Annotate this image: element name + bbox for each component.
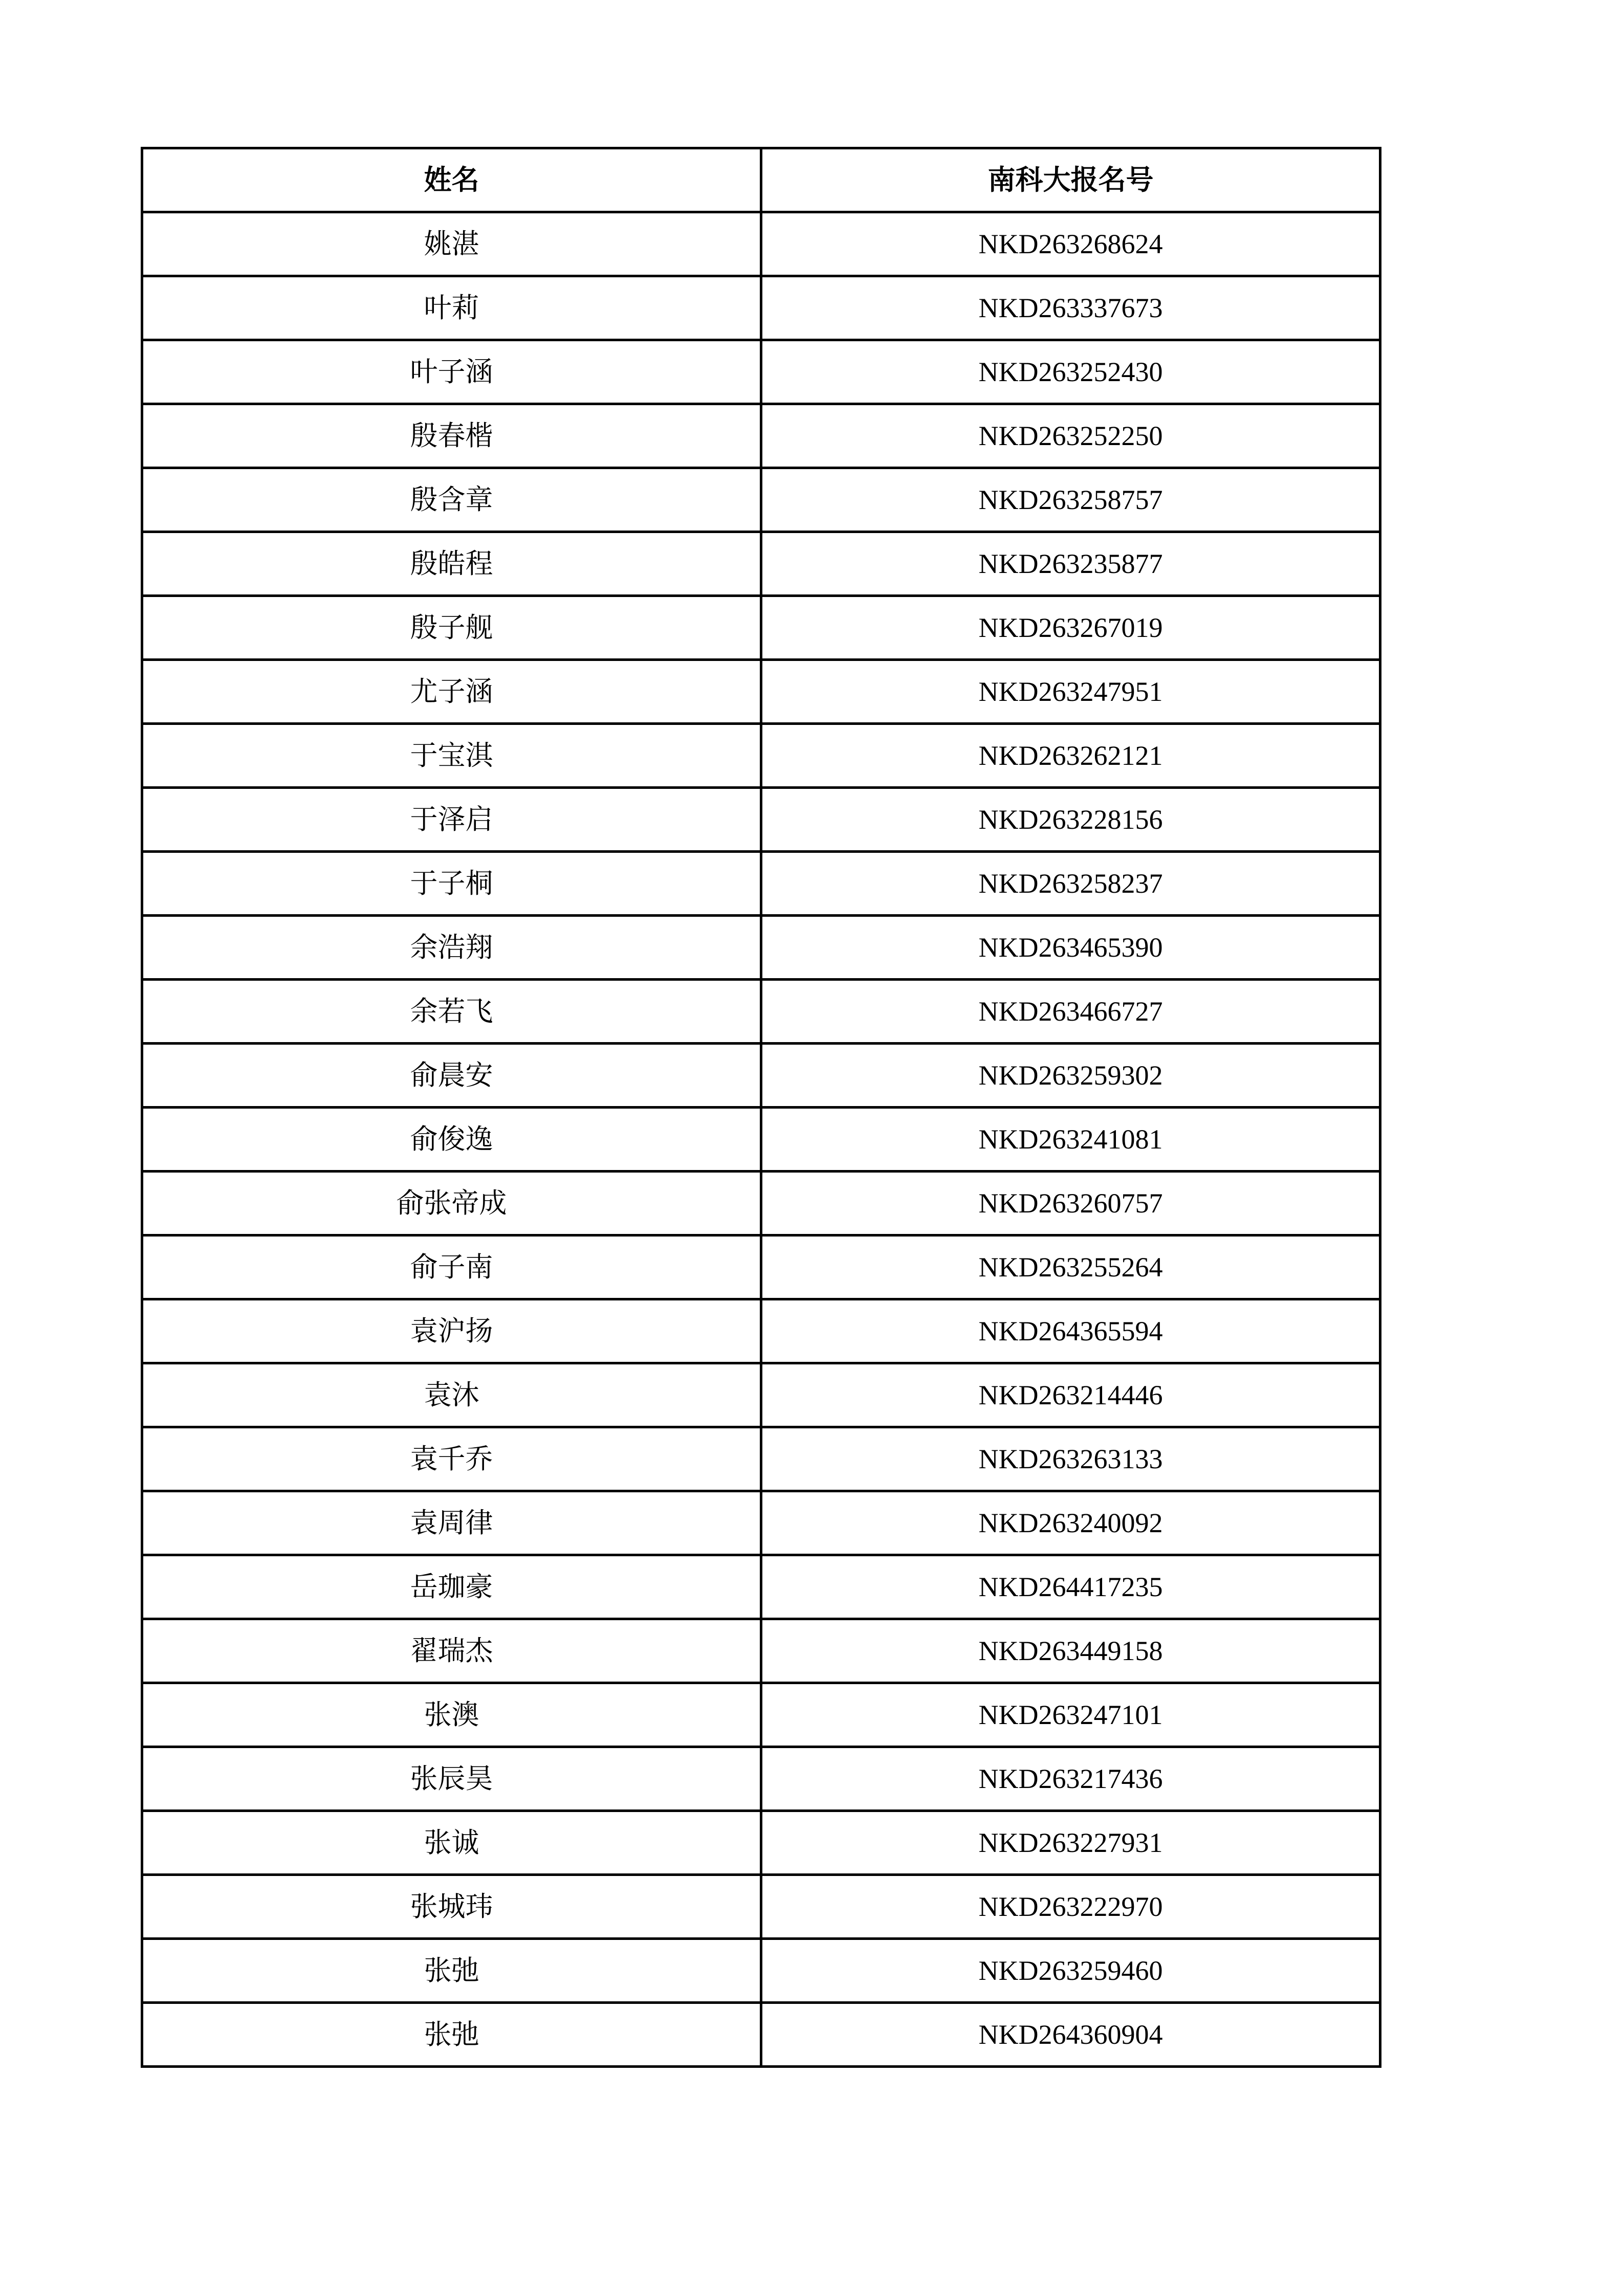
table-row (142, 1939, 1380, 2003)
table-row (142, 1875, 1380, 1939)
registration-number-cell: NKD263255264 (761, 1235, 1380, 1299)
student-name-cell: 张诚 (142, 1811, 761, 1875)
student-name-cell: 张弛 (142, 2003, 761, 2067)
table-row (142, 1172, 1380, 1235)
student-name-cell: 于泽启 (142, 788, 761, 852)
registration-number-cell: NKD263337673 (761, 276, 1380, 340)
student-name-cell: 余浩翔 (142, 916, 761, 980)
student-name-cell: 张弛 (142, 1939, 761, 2003)
name-column-header: 姓名 (142, 148, 761, 212)
student-name-cell: 俞俊逸 (142, 1108, 761, 1172)
table-row (142, 788, 1380, 852)
table-row (142, 2003, 1380, 2067)
table-row (142, 916, 1380, 980)
table-row (142, 724, 1380, 788)
student-name-cell: 张辰昊 (142, 1747, 761, 1811)
table-row (142, 276, 1380, 340)
student-name-cell: 殷春楷 (142, 404, 761, 468)
student-name-cell: 张澳 (142, 1683, 761, 1747)
student-name-cell: 姚湛 (142, 212, 761, 276)
student-name-cell: 翟瑞杰 (142, 1619, 761, 1683)
table-row (142, 1044, 1380, 1108)
registration-number-cell: NKD263252250 (761, 404, 1380, 468)
table-row (142, 340, 1380, 404)
table-row (142, 532, 1380, 596)
registration-number-cell: NKD263252430 (761, 340, 1380, 404)
registration-number-cell: NKD263449158 (761, 1619, 1380, 1683)
table-header (142, 148, 1380, 212)
registration-number-cell: NKD263259460 (761, 1939, 1380, 2003)
student-name-cell: 袁沐 (142, 1363, 761, 1427)
table-row (142, 1811, 1380, 1875)
registration-number-cell: NKD263262121 (761, 724, 1380, 788)
registration-number-cell: NKD263240092 (761, 1491, 1380, 1555)
registration-number-cell: NKD263247951 (761, 660, 1380, 724)
registration-number-cell: NKD263259302 (761, 1044, 1380, 1108)
registration-number-cell: NKD263267019 (761, 596, 1380, 660)
student-name-cell: 岳珈豪 (142, 1555, 761, 1619)
student-name-cell: 俞晨安 (142, 1044, 761, 1108)
student-name-cell: 叶莉 (142, 276, 761, 340)
registration-number-cell: NKD263258237 (761, 852, 1380, 916)
student-name-cell: 殷子舰 (142, 596, 761, 660)
table-row (142, 1235, 1380, 1299)
table-row (142, 596, 1380, 660)
student-name-cell: 于宝淇 (142, 724, 761, 788)
registration-number-cell: NKD263247101 (761, 1683, 1380, 1747)
student-name-cell: 俞子南 (142, 1235, 761, 1299)
registration-number-cell: NKD263260757 (761, 1172, 1380, 1235)
student-name-cell: 叶子涵 (142, 340, 761, 404)
registration-number-cell: NKD263228156 (761, 788, 1380, 852)
table-row (142, 980, 1380, 1044)
registration-number-column-header: 南科大报名号 (761, 148, 1380, 212)
table-body (142, 212, 1380, 2067)
student-name-cell: 袁周律 (142, 1491, 761, 1555)
table-row (142, 1619, 1380, 1683)
header-row (142, 148, 1380, 212)
registration-number-cell: NKD263227931 (761, 1811, 1380, 1875)
student-name-cell: 余若飞 (142, 980, 761, 1044)
table-row (142, 852, 1380, 916)
student-name-cell: 张城玮 (142, 1875, 761, 1939)
table-row (142, 468, 1380, 532)
table-row (142, 212, 1380, 276)
admission-roster-table (141, 147, 1381, 2068)
table-row (142, 1747, 1380, 1811)
student-name-cell: 俞张帝成 (142, 1172, 761, 1235)
table-row (142, 1683, 1380, 1747)
registration-number-cell: NKD264365594 (761, 1299, 1380, 1363)
table-row (142, 1427, 1380, 1491)
student-name-cell: 袁千乔 (142, 1427, 761, 1491)
registration-number-cell: NKD263222970 (761, 1875, 1380, 1939)
registration-number-cell: NKD263258757 (761, 468, 1380, 532)
student-name-cell: 于子桐 (142, 852, 761, 916)
registration-number-cell: NKD264360904 (761, 2003, 1380, 2067)
registration-number-cell: NKD263466727 (761, 980, 1380, 1044)
student-name-cell: 殷皓程 (142, 532, 761, 596)
student-name-cell: 袁沪扬 (142, 1299, 761, 1363)
registration-number-cell: NKD263214446 (761, 1363, 1380, 1427)
table-row (142, 1363, 1380, 1427)
registration-number-cell: NKD263241081 (761, 1108, 1380, 1172)
table-row (142, 1555, 1380, 1619)
registration-number-cell: NKD263263133 (761, 1427, 1380, 1491)
registration-number-cell: NKD263465390 (761, 916, 1380, 980)
registration-number-cell: NKD264417235 (761, 1555, 1380, 1619)
table-row (142, 404, 1380, 468)
student-name-cell: 殷含章 (142, 468, 761, 532)
registration-number-cell: NKD263268624 (761, 212, 1380, 276)
table-row (142, 1108, 1380, 1172)
table-row (142, 1299, 1380, 1363)
table-row (142, 1491, 1380, 1555)
registration-number-cell: NKD263235877 (761, 532, 1380, 596)
registration-number-cell: NKD263217436 (761, 1747, 1380, 1811)
table-row (142, 660, 1380, 724)
student-name-cell: 尤子涵 (142, 660, 761, 724)
